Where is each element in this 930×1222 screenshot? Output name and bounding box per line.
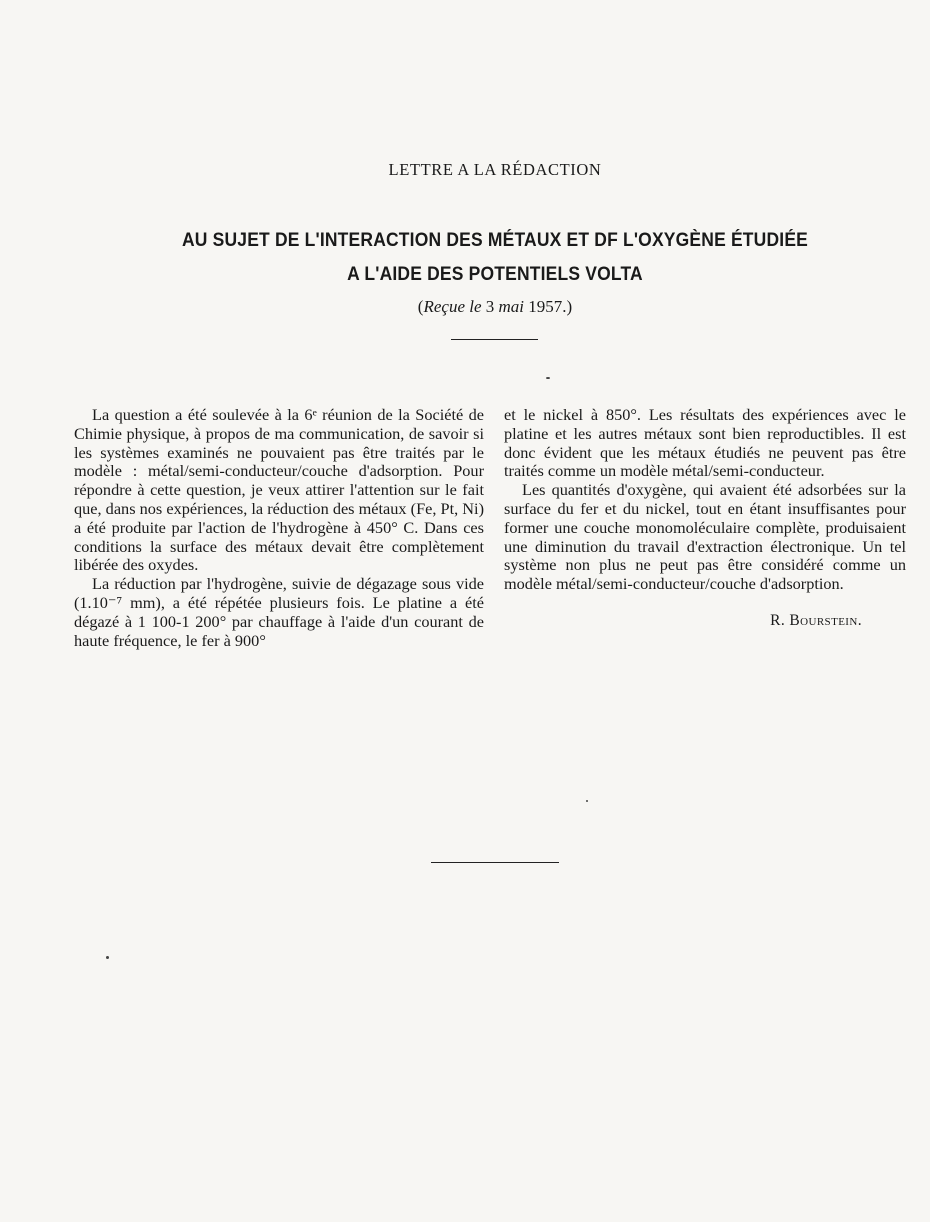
- received-open: (: [417, 297, 424, 316]
- received-month: mai: [498, 297, 525, 316]
- received-day: 3: [481, 297, 499, 316]
- left-column: [74, 406, 484, 650]
- title-divider: [451, 339, 538, 340]
- scan-speck: [586, 800, 588, 802]
- author-end: .: [857, 611, 862, 629]
- author-initial: R.: [770, 611, 790, 629]
- article-title-line-2: A L'AIDE DES POTENTIELS VOLTA: [347, 264, 643, 285]
- received-date: [0, 297, 930, 317]
- end-divider: [431, 862, 559, 863]
- scan-speck: [546, 377, 550, 379]
- article-title-line-1: AU SUJET DE L'INTERACTION DES MÉTAUX ET DF L'OXYGÈNE ÉTUDIÉE: [181, 230, 809, 251]
- author-signature: [504, 612, 906, 631]
- paragraph-1: La question a été soulevée à la 6ᵉ réunion de la Société de Chimie physique, à propos de ma communication, de savoir si les systèmes examinés ne pouvaient pas être traités par le modèle : métal/semi-conducteur/couche d'adsorption. Pour répondre à cette question, je veux attirer l'attention sur le fait que, dans nos expériences, la réduction des métaux (Fe, Pt, Ni) a été produite par l'action de l'hydrogène à 450° C. Dans ces conditions la surface des métaux devait être complètement libérée des oxydes.: [74, 405, 484, 575]
- scan-speck: [106, 956, 109, 959]
- paragraph-2-continued: et le nickel à 850°. Les résultats des expériences avec le platine et les autres métaux sont bien reproductibles. Il est donc évident que les métaux étudiés ne peuvent pas être traités comme un modèle métal/semi-conducteur.: [504, 405, 906, 481]
- paragraph-3: Les quantités d'oxygène, qui avaient été adsorbées sur la surface du fer et du nickel, tout en étant insuffisantes pour former une couche monomoléculaire complète, produisaient une diminution du travail d'extraction électronique. Un tel système non plus ne peut pas être considéré comme un modèle métal/semi-conducteur/couche d'adsorption.: [504, 480, 906, 594]
- received-label: Reçue le: [423, 297, 482, 316]
- paragraph-2: La réduction par l'hydrogène, suivie de dégazage sous vide (1.10⁻⁷ mm), a été répétée plusieurs fois. Le platine a été dégazé à 1 100-1 200° par chauffage à l'aide d'un courant de haute fréquence, le fer à 900°: [74, 574, 484, 650]
- author-surname: Bourstein: [789, 611, 858, 629]
- section-heading: LETTRE A LA RÉDACTION: [388, 160, 602, 179]
- article-title: [40, 224, 930, 292]
- right-column: [504, 406, 906, 631]
- received-year: 1957.): [524, 297, 573, 316]
